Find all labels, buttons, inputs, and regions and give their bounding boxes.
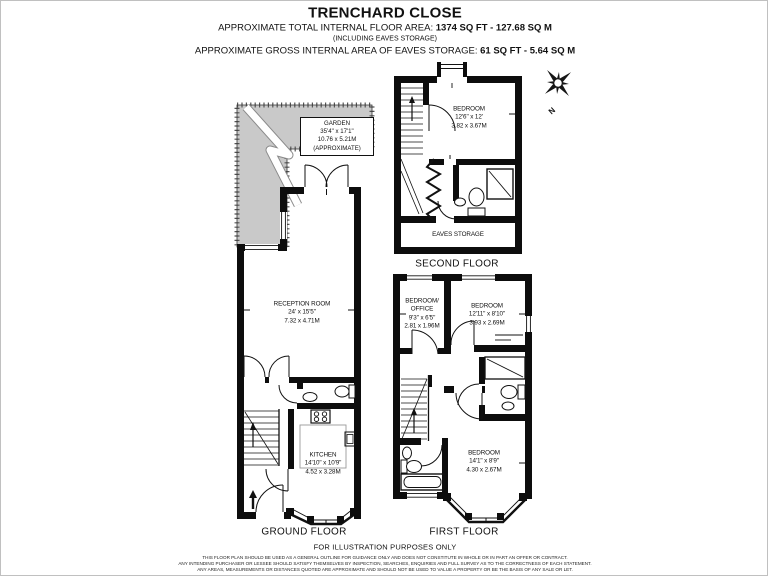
second-stairs [401,88,423,214]
stove [311,410,330,423]
eaves-area-label: APPROXIMATE GROSS INTERNAL AREA OF EAVES STORAGE: [194,45,478,57]
disclaimer-line-3: ANY AREAS, MEASUREMENTS OR DISTANCES QUOTED ARE APPROXIMATE AND SHOULD NOT BE USED TO VALUE A PROPERTY OR BE THE BASIS OF ANY SALE OR LET. [197,567,573,573]
total-area-value: 1374 SQ FT - 127.68 SQ M [435,22,552,34]
first-bay-window [443,493,527,523]
bedroom-front-label: BEDROOM 14'1" x 8'9" 4.30 x 2.67M [466,449,502,474]
french-doors [305,165,348,195]
toilet-cistern [518,385,525,399]
eaves-area-line [195,46,575,57]
second-floor-plan [394,62,522,254]
eaves-zigzag-wall [427,159,440,221]
toilet-cistern [468,208,485,216]
floorplan-drawing [1,1,768,576]
total-area-label: APPROXIMATE TOTAL INTERNAL FLOOR AREA: [218,22,434,34]
compass-north-label: N [546,105,558,117]
total-area-line [218,23,552,34]
disclaimer-line-2: ANY INTENDING PURCHASER OR LESSEE SHOULD SATISFY THEMSELVES BY INSPECTION, SEARCHES, ENQUIRIES AND FULL SURVEY AS TO THE CORRECTNESS OF EACH STATEMENT. [178,561,592,567]
dormer-window [441,62,463,88]
second-bathroom [438,169,513,219]
first-bathroom [401,447,444,490]
reception-label: RECEPTION ROOM 24' x 15'5" 7.32 x 4.71M [273,300,331,325]
toilet-bowl [501,386,517,399]
including-note: (INCLUDING EAVES STORAGE) [333,35,437,43]
eaves-storage-label: EAVES STORAGE [432,230,484,238]
ground-stairs [244,409,279,466]
entrance-arrow [249,490,257,498]
toilet-bowl [469,188,484,206]
bathroom-sink [403,447,412,459]
cupboard [485,335,525,379]
second-floor-walls [394,62,522,254]
illustration-note: FOR ILLUSTRATION PURPOSES ONLY [313,542,457,552]
kitchen-label: KITCHEN 14'10" x 10'9" 4.52 x 3.28M [304,451,342,476]
toilet-bowl [407,461,422,473]
bedroom-rear-label: BEDROOM 12'11" x 8'10" 3.93 x 2.69M [468,302,506,327]
disclaimer-line-1: THIS FLOOR PLAN SHOULD BE USED AS A GENERAL OUTLINE FOR GUIDANCE ONLY AND DOES NOT CONSTITUTE IN WHOLE OR IN PART AN OFFER OR CONTRACT. [202,555,568,561]
second-bedroom-label: BEDROOM 12'6" x 12' 3.82 x 3.67M [451,105,487,130]
first-wc [501,385,525,410]
ground-floor-label: GROUND FLOOR [261,526,347,538]
toilet-cistern [349,385,355,398]
reception-doors [244,356,289,377]
toilet-bowl [335,386,349,397]
ground-bay-window [286,508,358,525]
eaves-area-value: 61 SQ FT - 5.64 SQ M [480,45,576,57]
first-floor-label: FIRST FLOOR [429,526,499,538]
wc-sink [303,393,317,402]
second-floor-label: SECOND FLOOR [415,258,499,270]
bedroom-office-label: BEDROOM/ OFFICE 9'3" x 6'5" 2.81 x 1.96M [404,297,440,330]
first-stairs [401,375,429,441]
ground-wc [279,385,355,403]
bathroom-sink [455,198,466,206]
garden-label: GARDEN 35'4" x 17'1" 10.76 x 5.21M (APPROXIMATE) [300,117,374,156]
page-title: TRENCHARD CLOSE [308,4,462,22]
wc-sink [502,402,514,410]
compass-rose [534,59,582,107]
